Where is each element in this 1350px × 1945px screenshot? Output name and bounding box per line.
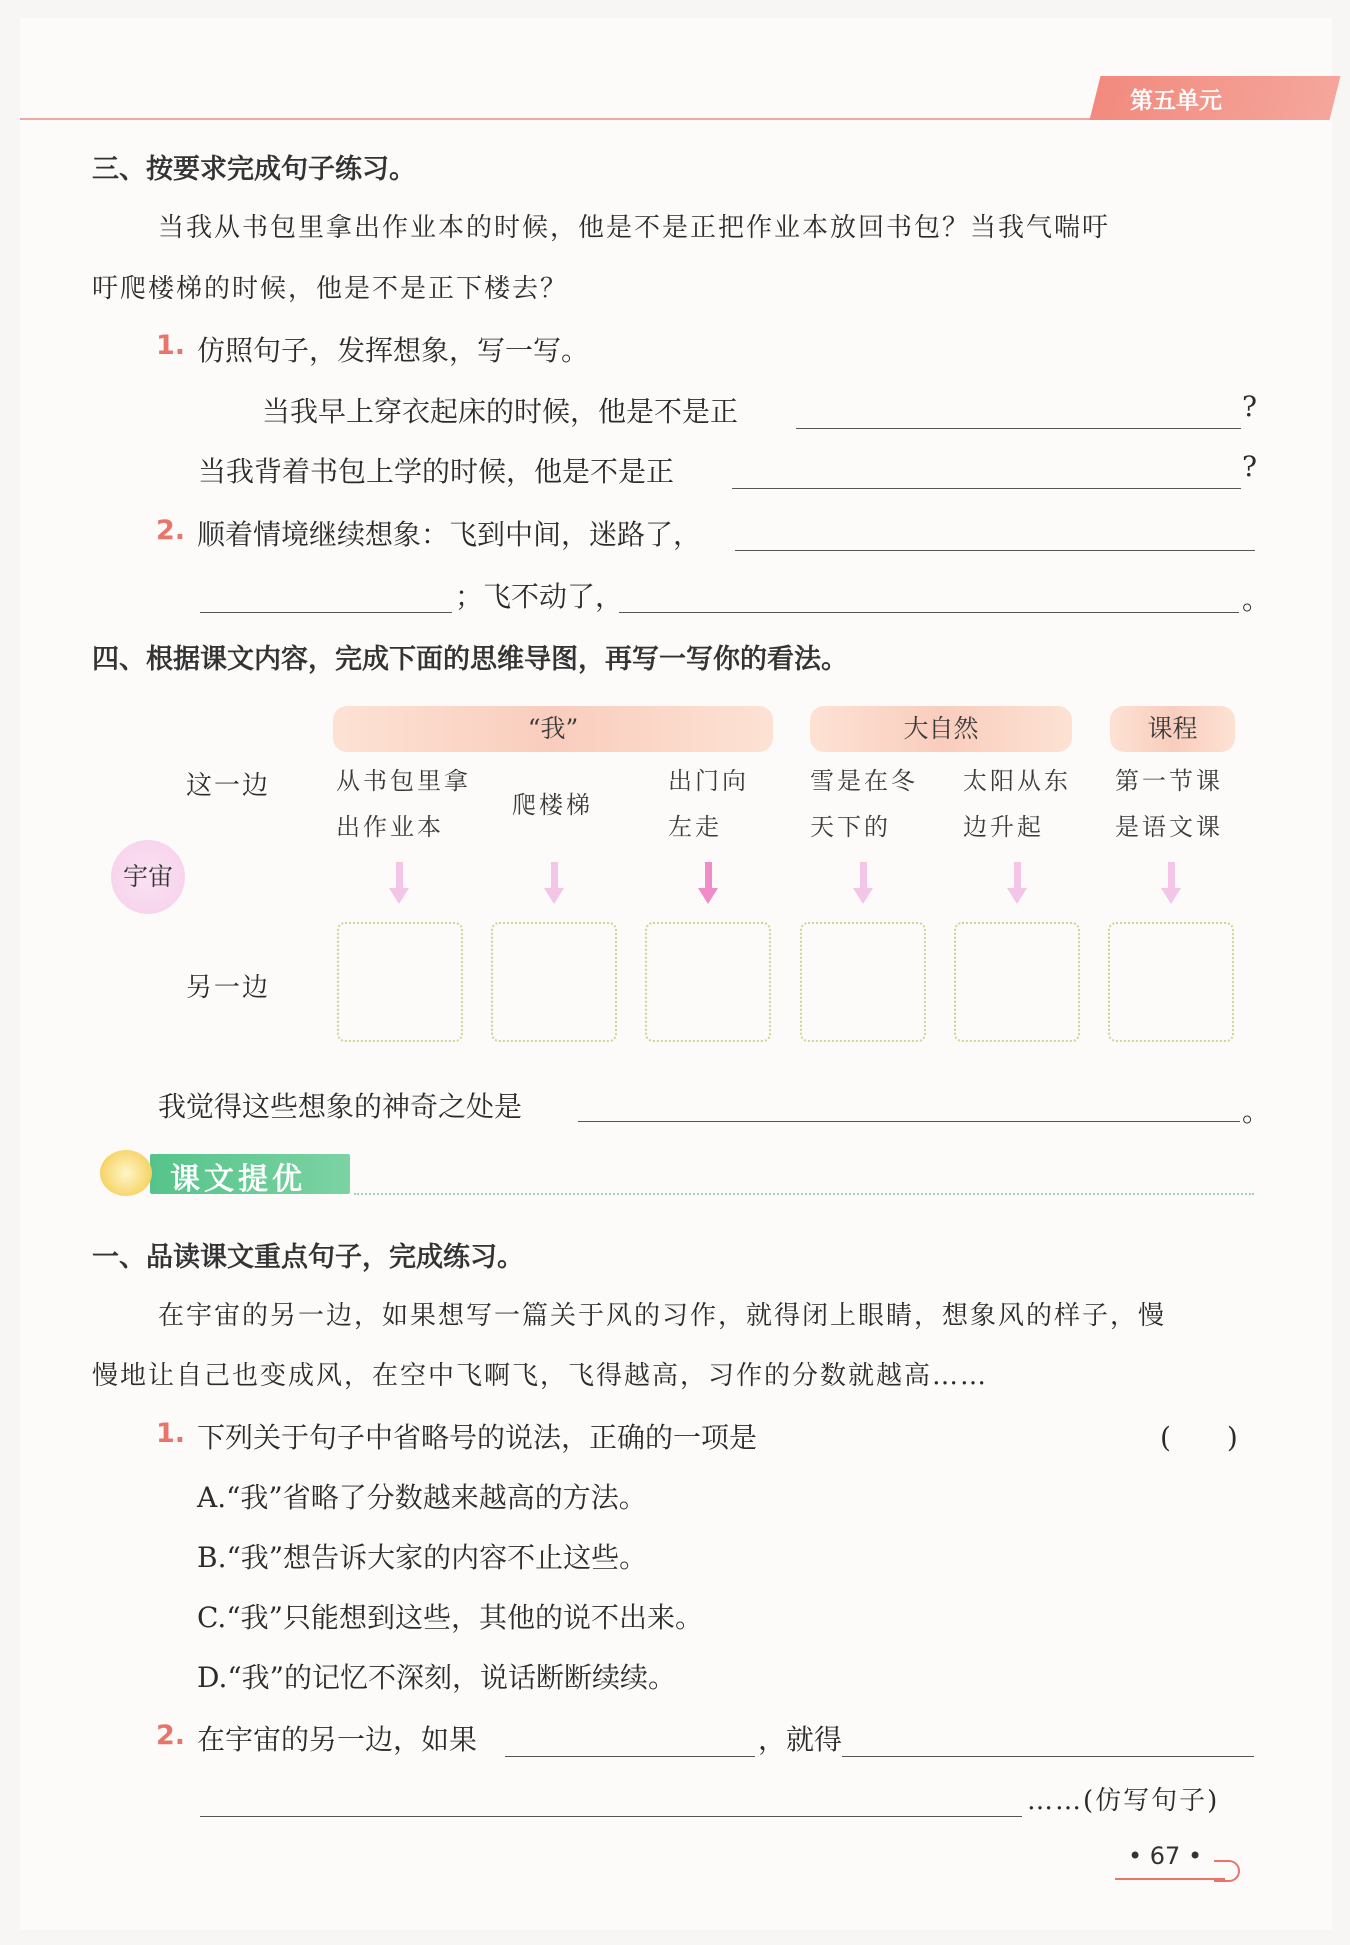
mindmap-cell-3: 出门向 左走 [668,767,749,841]
q3-1-line-b-end: ? [1242,450,1258,483]
q1-2-number: 2. [156,1720,186,1751]
lesson-improve-banner [100,1150,352,1196]
q3-2-number: 2. [156,515,186,546]
section-4-title: 四、根据课文内容，完成下面的思维导图，再写一写你的看法。 [92,644,848,675]
mindmap-cell-6: 第一节课 是语文课 [1115,767,1223,841]
q3-2-answer-blank-1[interactable] [735,550,1255,551]
section-3-passage-line2: 吁爬楼梯的时候，他是不是正下楼去？ [92,274,569,304]
section-1-passage-line2: 慢地让自己也变成风，在空中飞啊飞，飞得越高，习作的分数就越高…… [92,1361,989,1391]
q3-1-line-a-text: 当我早上穿衣起床的时候，他是不是正 [262,395,739,428]
mindmap-arrow-1 [391,862,407,906]
section-1-passage-line1: 在宇宙的另一边，如果想写一篇关于风的习作，就得闭上眼睛，想象风的样子，慢 [158,1301,1167,1331]
mindmap-arrow-2 [546,862,562,906]
q3-1-answer-blank-a[interactable] [796,428,1241,429]
section-3-title: 三、按要求完成句子练习。 [92,154,416,185]
q1-1-option-b[interactable]: B.“我”想告诉大家的内容不止这些。 [197,1541,648,1574]
mindmap-cell-2: 爬楼梯 [512,791,593,819]
trophy-icon [100,1150,152,1196]
q1-1-option-a[interactable]: A.“我”省略了分数越来越高的方法。 [197,1481,647,1514]
q1-1-number: 1. [156,1418,186,1449]
q1-1-option-d[interactable]: D.“我”的记忆不深刻，说话断断续续。 [197,1661,676,1694]
q1-2-text-a: 在宇宙的另一边，如果 [197,1723,478,1756]
mindmap-answer-box-2[interactable] [491,922,617,1042]
mindmap-group-wo: “我” [333,706,773,752]
mindmap-answer-box-5[interactable] [954,922,1080,1042]
section-1-title: 一、品读课文重点句子，完成练习。 [92,1242,524,1273]
opinion-prompt: 我觉得这些想象的神奇之处是 [158,1090,523,1123]
q3-2-answer-blank-3[interactable] [619,612,1239,613]
mindmap-answer-box-3[interactable] [645,922,771,1042]
mindmap-arrow-4 [855,862,871,906]
page-number-curl [1214,1860,1240,1882]
header-rule [20,118,1112,120]
unit-label: 第五单元 [1130,88,1222,114]
mindmap-arrow-5 [1009,862,1025,906]
q3-1-number: 1. [156,330,186,361]
mindmap-group-nature: 大自然 [810,706,1072,752]
q1-1-answer-paren[interactable]: ( ) [1160,1421,1238,1454]
page-number: • 67 • [1128,1842,1203,1870]
section-3-passage-line1: 当我从书包里拿出作业本的时候，他是不是正把作业本放回书包？当我气喘吁 [158,213,1111,243]
q3-1-answer-blank-b[interactable] [732,488,1241,489]
mindmap-row-this-side: 这一边 [186,771,271,801]
q3-2-end: 。 [1242,583,1271,616]
mindmap-center-universe: 宇宙 [111,840,185,914]
q1-2-answer-blank-2[interactable] [842,1756,1254,1757]
mindmap-cell-1: 从书包里拿 出作业本 [336,767,471,841]
mindmap-arrow-3 [700,862,716,906]
mindmap-answer-box-1[interactable] [337,922,463,1042]
opinion-answer-blank[interactable] [578,1121,1240,1122]
mindmap-cell-5: 太阳从东 边升起 [963,767,1071,841]
q1-2-answer-blank-3[interactable] [200,1816,1022,1817]
q1-2-tail: ……(仿写句子) [1027,1786,1220,1816]
q1-2-text-b: ，就得 [758,1723,843,1756]
mindmap-answer-box-4[interactable] [800,922,926,1042]
banner-dotted-rule [354,1193,1254,1195]
mindmap-row-other-side: 另一边 [186,973,271,1003]
mindmap-answer-box-6[interactable] [1108,922,1234,1042]
q3-2-answer-blank-2[interactable] [200,612,452,613]
mindmap-group-course: 课程 [1110,706,1235,752]
q3-2-prompt: 顺着情境继续想象：飞到中间，迷路了， [197,518,702,551]
q1-1-prompt: 下列关于句子中省略号的说法，正确的一项是 [197,1421,758,1454]
mindmap-arrow-6 [1163,862,1179,906]
opinion-end: 。 [1242,1095,1271,1128]
page-number-underline [1115,1878,1225,1880]
q1-2-answer-blank-1[interactable] [505,1756,755,1757]
q1-1-option-c[interactable]: C.“我”只能想到这些，其他的说不出来。 [197,1601,703,1634]
mindmap-cell-4: 雪是在冬 天下的 [810,767,918,841]
q3-1-line-a-end: ? [1242,390,1258,423]
banner-label: 课文提优 [170,1162,306,1197]
q3-2-mid-text: ；飞不动了， [455,580,624,613]
q3-1-prompt: 仿照句子，发挥想象，写一写。 [197,334,590,367]
q3-1-line-b-text: 当我背着书包上学的时候，他是不是正 [198,455,675,488]
